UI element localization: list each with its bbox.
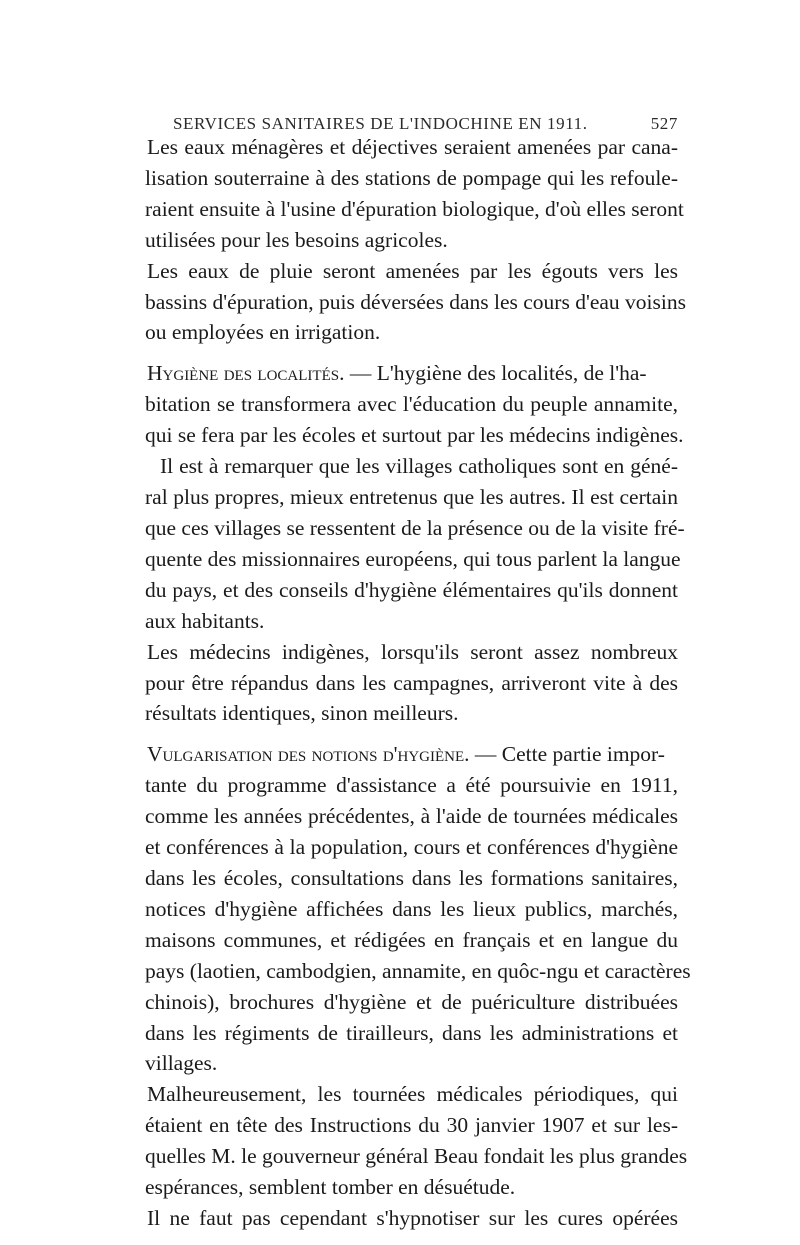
text-line: comme les années précédentes, à l'aide de tournées médicales — [145, 804, 678, 828]
text-line: maisons communes, et rédigées en français et en langue du — [145, 928, 678, 952]
text-line: que ces villages se ressentent de la présence ou de la visite fré- — [145, 516, 685, 540]
text-line: et conférences à la population, cours et conférences d'hygiène — [145, 835, 678, 859]
running-title: SERVICES SANITAIRES DE L'INDOCHINE EN 1911. — [173, 114, 588, 133]
text-line: qui se fera par les écoles et surtout par les médecins indigènes. — [145, 423, 684, 447]
text-line: du pays, et des conseils d'hygiène élémentaires qu'ils donnent — [145, 578, 678, 602]
text-line: chinois), brochures d'hygiène et de puériculture distribuées — [145, 990, 678, 1014]
section-heading: Vulgarisation des notions d'hygiène. — [147, 742, 470, 766]
text-run: — Cette partie impor- — [469, 742, 665, 766]
text-line: quelles M. le gouverneur général Beau fondait les plus grandes — [145, 1144, 688, 1168]
text-line: Les médecins indigènes, lorsqu'ils seront assez nombreux — [147, 640, 678, 664]
text-line: dans les régiments de tirailleurs, dans les administrations et — [145, 1021, 678, 1045]
running-header — [173, 114, 678, 134]
text-line: dans les écoles, consultations dans les formations sanitaires, — [145, 866, 678, 890]
text-line: pays (laotien, cambodgien, annamite, en quôc-ngu et caractères — [145, 959, 691, 983]
text-line: espérances, semblent tomber en désuétude. — [145, 1175, 516, 1199]
text-line: utilisées pour les besoins agricoles. — [145, 228, 448, 252]
text-line: tante du programme d'assistance a été poursuivie en 1911, — [145, 773, 678, 797]
text-line: lisation souterraine à des stations de pompage qui les refoule- — [145, 166, 678, 190]
text-line: résultats identiques, sinon meilleurs. — [145, 701, 459, 725]
section-first-line — [147, 363, 678, 385]
text-run: — L'hygiène des localités, de l'ha- — [344, 361, 647, 385]
text-line: notices d'hygiène affichées dans les lieux publics, marchés, — [145, 897, 678, 921]
text-line: étaient en tête des Instructions du 30 janvier 1907 et sur les- — [145, 1113, 678, 1137]
text-line: quente des missionnaires européens, qui tous parlent la langue — [145, 547, 681, 571]
text-line: Les eaux ménagères et déjectives seraient amenées par cana- — [147, 135, 678, 159]
text-line: raient ensuite à l'usine d'épuration biologique, d'où elles seront — [145, 197, 684, 221]
text-line: ral plus propres, mieux entretenus que les autres. Il est certain — [145, 485, 678, 509]
text-line: Il ne faut pas cependant s'hypnotiser sur les cures opérées — [147, 1206, 678, 1230]
text-line: Les eaux de pluie seront amenées par les égouts vers les — [147, 259, 678, 283]
section-first-line — [147, 744, 678, 766]
text-line: Il est à remarquer que les villages catholiques sont en géné- — [160, 454, 678, 478]
text-line: ou employées en irrigation. — [145, 320, 381, 344]
section-heading: Hygiène des localités. — [147, 361, 345, 385]
text-line: bassins d'épuration, puis déversées dans les cours d'eau voisins — [145, 290, 686, 314]
text-line: Malheureusement, les tournées médicales périodiques, qui — [147, 1082, 678, 1106]
text-line: villages. — [145, 1051, 218, 1075]
text-line: pour être répandus dans les campagnes, arriveront vite à des — [145, 671, 678, 695]
page-number: 527 — [650, 114, 678, 133]
text-line: bitation se transformera avec l'éducation du peuple annamite, — [145, 392, 678, 416]
text-line: aux habitants. — [145, 609, 265, 633]
